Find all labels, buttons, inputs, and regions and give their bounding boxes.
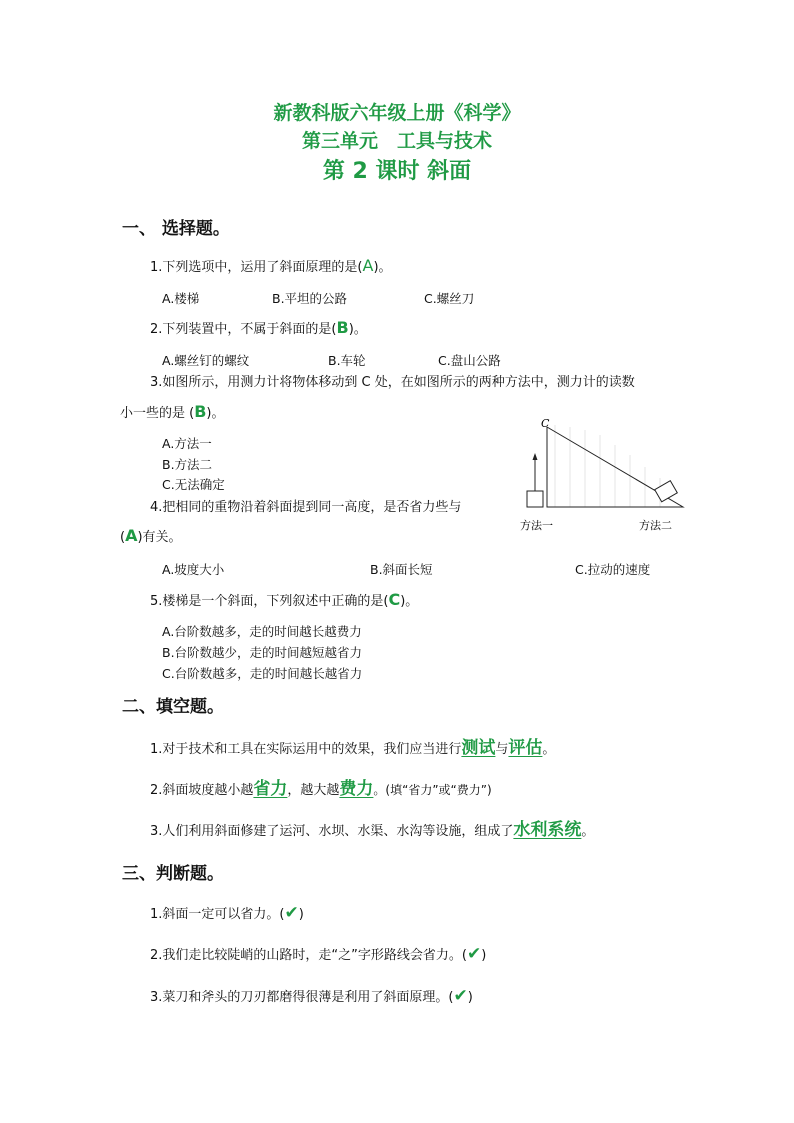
question-2-1 (150, 733, 555, 758)
question-text: 3.人们利用斜面修建了运河、水坝、水渠、水沟等设施，组成了 (150, 824, 514, 839)
label-method-two: 方法二 (639, 519, 672, 532)
question-text: 3.菜刀和斧头的刀刃都磨得很薄是利用了斜面原理。( (150, 990, 454, 1005)
question-mid: 与 (495, 742, 509, 757)
title-textbook: 新教科版六年级上册《科学》 (273, 102, 521, 124)
question-end: )有关。 (137, 530, 182, 545)
question-1-5 (150, 590, 418, 609)
question-text: 2.斜面坡度越小越 (150, 783, 254, 798)
box-method-two (655, 481, 678, 502)
option-b: B.平坦的公路 (272, 291, 348, 306)
question-text: 1.斜面一定可以省力。( (150, 907, 285, 922)
label-method-one: 方法一 (520, 519, 553, 532)
checkmark-icon: ✔ (284, 903, 299, 923)
hatch-pattern (555, 425, 660, 507)
question-text: 1.下列选项中，运用了斜面原理的是( (150, 260, 363, 275)
option-c: C.螺丝刀 (424, 291, 475, 306)
option-c: C.拉动的速度 (575, 562, 651, 577)
question-text: 1.对于技术和工具在实际运用中的效果，我们应当进行 (150, 742, 462, 757)
blank-answer: 费力 (339, 779, 374, 799)
question-1-4-line2 (120, 526, 182, 545)
question-end: 。 (542, 742, 556, 757)
section-title-fill: 二、填空题。 (122, 697, 224, 717)
question-mid: ，越大越 (287, 783, 340, 798)
question-end: ) (467, 990, 473, 1005)
option-b: B.斜面长短 (370, 562, 433, 577)
option-a: A.方法一 (162, 436, 212, 451)
answer: A (125, 526, 138, 545)
question-2-2 (150, 774, 492, 799)
question-1-2 (150, 318, 367, 337)
option-b: B.车轮 (328, 353, 366, 368)
option-a: A.台阶数越多，走的时间越长越费力 (162, 624, 362, 639)
question-text: 5.楼梯是一个斜面，下列叙述中正确的是( (150, 594, 389, 609)
question-1-3-line1: 3.如图所示，用测力计将物体移动到 C 处，在如图所示的两种方法中，测力计的读数 (150, 375, 635, 390)
blank-answer: 评估 (508, 738, 543, 758)
question-end: )。 (400, 594, 419, 609)
box-method-one (527, 491, 543, 507)
incline-figure (515, 415, 695, 540)
section-title-choice: 一、 选择题。 (122, 219, 230, 239)
option-c: C.盘山公路 (438, 353, 501, 368)
question-3-2 (150, 944, 486, 964)
question-text: 2.我们走比较陡峭的山路时，走“之”字形路线会省力。( (150, 948, 467, 963)
question-1-4-line1: 4.把相同的重物沿着斜面提到同一高度，是否省力些与 (150, 500, 462, 515)
question-end: )。 (206, 406, 225, 421)
question-3-3 (150, 986, 473, 1006)
question-end: 。(填“省力”或“费力”) (373, 783, 492, 797)
checkmark-icon: ✔ (466, 944, 482, 964)
point-label-c: C (541, 417, 550, 430)
question-text: 小一些的是 ( (120, 406, 195, 421)
blank-answer: 水利系统 (513, 820, 582, 840)
answer: B (194, 402, 207, 421)
answer: A (362, 256, 374, 275)
question-2-3 (150, 815, 594, 840)
question-end: ) (481, 948, 487, 963)
option-b: B.方法二 (162, 457, 213, 472)
option-c: C.台阶数越多，走的时间越长越省力 (162, 666, 363, 681)
arrow-head (533, 453, 538, 460)
answer: C (388, 590, 401, 609)
blank-answer: 测试 (461, 738, 496, 758)
question-end: )。 (373, 260, 392, 275)
question-open: ( (120, 530, 126, 545)
title-unit: 第三单元 工具与技术 (301, 130, 492, 152)
checkmark-icon: ✔ (453, 986, 468, 1006)
question-end: 。 (581, 824, 595, 839)
answer: B (336, 318, 349, 337)
option-b: B.台阶数越少，走的时间越短越省力 (162, 645, 363, 660)
option-a: A.楼梯 (162, 291, 200, 306)
title-lesson: 第 2 课时 斜面 (322, 159, 472, 184)
question-end: )。 (348, 322, 367, 337)
question-end: ) (298, 907, 304, 922)
question-text: 2.下列装置中，不属于斜面的是( (150, 322, 337, 337)
option-a: A.坡度大小 (162, 562, 225, 577)
question-3-1 (150, 903, 304, 923)
option-c: C.无法确定 (162, 477, 225, 492)
blank-answer: 省力 (253, 779, 288, 799)
question-1-3-line2 (120, 402, 225, 421)
section-title-judge: 三、判断题。 (122, 864, 224, 884)
option-a: A.螺丝钉的螺纹 (162, 353, 250, 368)
question-1-1 (150, 256, 392, 275)
